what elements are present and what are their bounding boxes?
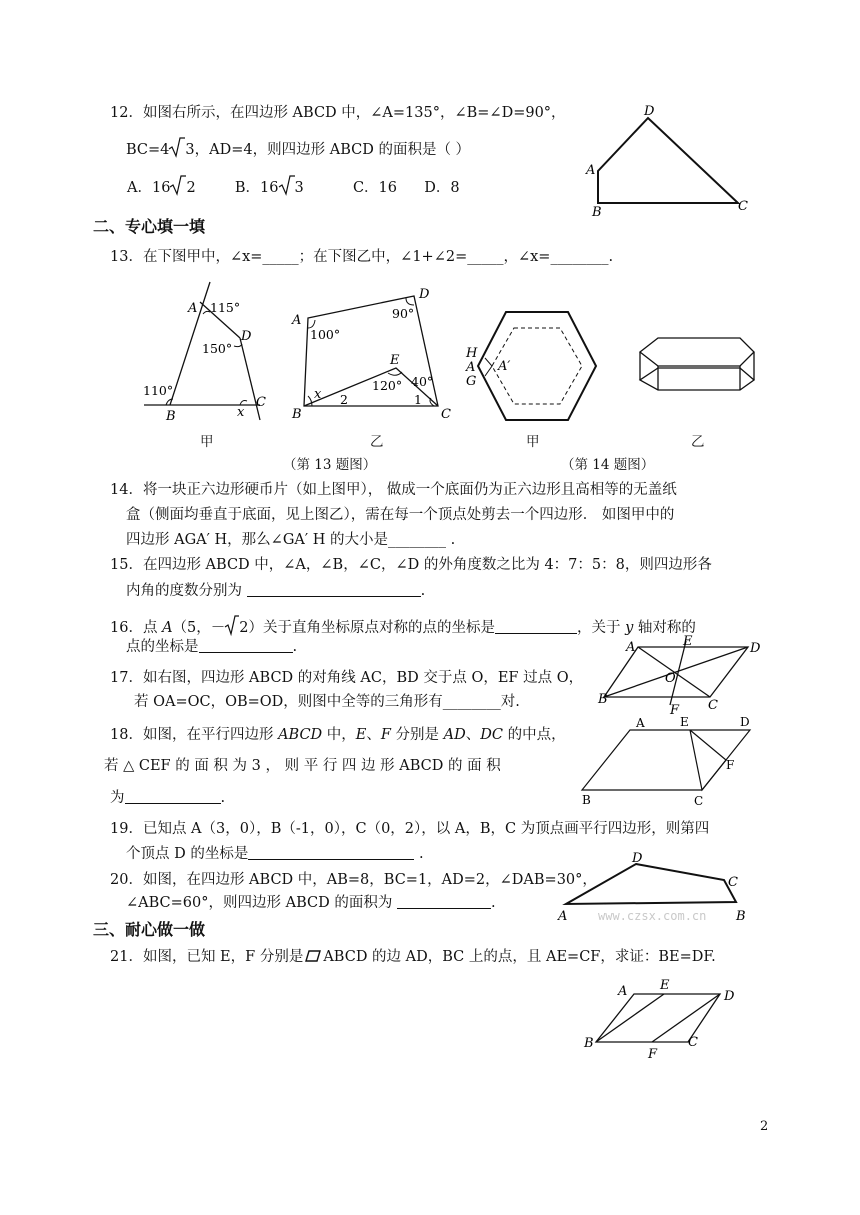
q18-sep: 、 bbox=[366, 727, 381, 743]
fig21-label-b: B bbox=[584, 1036, 594, 1051]
fig17-label-a: A bbox=[626, 640, 636, 655]
section-2-heading: 二、专心填一填 bbox=[93, 217, 206, 236]
section-3-heading: 三、耐心做一做 bbox=[93, 920, 206, 939]
q18-mid2: 分别是 bbox=[390, 727, 444, 743]
fig13-caption: （第 13 题图） bbox=[283, 457, 377, 473]
q18-line1: 18．如图，在平行四边形 ABCD 中，E、F 分别是 AD、DC 的中点， bbox=[110, 727, 566, 743]
q20-line1: 20．如图，在四边形 ABCD 中，AB=8，BC=1，AD=2，∠DAB=30°， bbox=[110, 872, 597, 888]
q21-pre: 21．如图，已知 E，F 分别是 bbox=[110, 949, 304, 965]
fig14-label-g: G bbox=[466, 374, 477, 389]
fig12-label-a: A bbox=[586, 163, 596, 178]
q18-line2: 若 △ CEF 的 面 积 为 3 ， 则 平 行 四 边 形 ABCD 的 面 积 bbox=[104, 758, 501, 774]
q12-options bbox=[127, 172, 460, 197]
q14-line2: 盒（侧面均垂直于底面，见上图乙），需在每一个顶点处剪去一个四边形． 如图甲中的 bbox=[126, 507, 675, 523]
fig13-jia-label-x: x bbox=[237, 405, 245, 420]
fig13-jia-angle-110: 110° bbox=[143, 383, 174, 398]
q12-opt-b-rad: 3 bbox=[294, 180, 304, 196]
fig14-label-yi: 乙 bbox=[691, 434, 705, 450]
q16-y: y bbox=[625, 620, 634, 636]
fig17-label-o: O bbox=[665, 671, 676, 686]
q19-answer-blank[interactable] bbox=[248, 845, 414, 860]
fig13-yi-label-1: 1 bbox=[414, 392, 422, 407]
q16-post: ）关于直角坐标原点对称的点的坐标是 bbox=[248, 620, 496, 636]
fig13-yi-label-c: C bbox=[441, 407, 451, 422]
fig17-label-d: D bbox=[750, 641, 761, 656]
q15-answer-blank[interactable] bbox=[247, 582, 421, 597]
fig17-label-e: E bbox=[683, 634, 693, 649]
q12-line1: 12．如图右所示，在四边形 ABCD 中，∠A=135°，∠B=∠D=90°， bbox=[110, 105, 566, 121]
q18-mid: 中， bbox=[322, 727, 356, 743]
fig14-label-h: H bbox=[466, 346, 478, 361]
fig13-jia-label-d: D bbox=[241, 329, 252, 344]
fig20-quadrilateral bbox=[556, 850, 756, 930]
fig18-label-e: E bbox=[680, 715, 689, 729]
q16-pre: 16．点 bbox=[110, 620, 163, 636]
q18-pre: 18．如图，在平行四边形 bbox=[110, 727, 279, 743]
q21-post: ABCD 的边 AD，BC 上的点，且 AE=CF，求证：BE=DF. bbox=[323, 949, 716, 965]
q18-f: F bbox=[380, 727, 391, 743]
q16-line1 bbox=[110, 612, 696, 637]
q16-answer-blank-1[interactable] bbox=[495, 619, 577, 634]
q20-line2-text: ∠ABC=60°，则四边形 ABCD 的面积为 bbox=[126, 895, 397, 911]
fig13-yi bbox=[288, 282, 458, 427]
fig13-yi-angle-90: 90° bbox=[392, 306, 415, 321]
fig18-label-b: B bbox=[582, 793, 591, 807]
fig13-label-yi: 乙 bbox=[370, 434, 384, 450]
q12-line2a: BC=4 bbox=[126, 142, 170, 158]
q16-line2-text: 点的坐标是 bbox=[126, 639, 199, 655]
q17-line2: 若 OA=OC，OB=OD，则图中全等的三角形有________对. bbox=[134, 694, 520, 710]
fig13-yi-label-e: E bbox=[390, 353, 400, 368]
fig18-parallelogram bbox=[578, 712, 768, 812]
fig13-yi-label-b: B bbox=[292, 407, 302, 422]
q16-post3: 轴对称的 bbox=[633, 620, 696, 636]
q18-line3: 为 . bbox=[110, 790, 226, 806]
sqrt-icon bbox=[225, 616, 239, 636]
q18-post: 的中点， bbox=[503, 727, 566, 743]
q16-rad: 2 bbox=[239, 620, 249, 636]
q12-line2 bbox=[126, 134, 470, 159]
q18-answer-blank[interactable] bbox=[125, 789, 221, 804]
q12-opt-c: C．16 bbox=[352, 180, 397, 196]
fig21-label-a: A bbox=[618, 984, 628, 999]
q13-text: 13．在下图甲中，∠x=_____；在下图乙中，∠1+∠2=_____，∠x=________. bbox=[110, 249, 614, 265]
fig12-label-d: D bbox=[644, 104, 655, 119]
q18-line3-text: 为 bbox=[110, 790, 125, 806]
q17-line1: 17．如右图，四边形 ABCD 的对角线 AC，BD 交于点 O，EF 过点 O， bbox=[110, 670, 584, 686]
fig17-label-b: B bbox=[598, 692, 608, 707]
q14-line3: 四边形 AGA′ H，那么∠GA′ H 的大小是________ . bbox=[126, 532, 456, 548]
q12-line2b: ，AD=4，则四边形 ABCD 的面积是（ ） bbox=[194, 142, 471, 158]
parallelogram-icon bbox=[305, 950, 321, 962]
q16-post2: ，关于 bbox=[577, 620, 626, 636]
q12-opt-a-rad: 2 bbox=[186, 180, 196, 196]
fig13-jia-label-a: A bbox=[188, 301, 198, 316]
q16-mid: （5，－ bbox=[172, 620, 226, 636]
fig21-label-e: E bbox=[660, 978, 670, 993]
fig21-label-d: D bbox=[724, 989, 735, 1004]
q19-line1: 19．已知点 A（3，0），B（-1，0），C（0，2），以 A，B，C 为顶点画平行四边形，则第四 bbox=[110, 821, 710, 837]
q16-line2: 点的坐标是 . bbox=[126, 639, 298, 655]
sqrt-icon bbox=[279, 176, 295, 196]
fig13-yi-label-2: 2 bbox=[340, 392, 348, 407]
fig13-yi-label-a: A bbox=[292, 313, 302, 328]
fig13-yi-angle-40: 40° bbox=[411, 374, 434, 389]
fig14-jia bbox=[462, 300, 602, 430]
fig13-yi-angle-100: 100° bbox=[310, 327, 341, 342]
fig12-quadrilateral bbox=[580, 100, 760, 220]
q12-rad3: 3 bbox=[185, 142, 195, 158]
fig18-label-f: F bbox=[726, 758, 735, 772]
fig20-label-b: B bbox=[736, 909, 746, 924]
fig20-label-d: D bbox=[632, 851, 643, 866]
fig20-label-a: A bbox=[558, 909, 568, 924]
fig13-yi-label-d: D bbox=[419, 287, 430, 302]
fig18-label-a: A bbox=[636, 716, 645, 730]
q20-line2: ∠ABC=60°，则四边形 ABCD 的面积为 . bbox=[126, 895, 496, 911]
q15-line1: 15．在四边形 ABCD 中，∠A，∠B，∠C，∠D 的外角度数之比为 4：7：5：8，则四边形各 bbox=[110, 557, 712, 573]
q16-point-a: A bbox=[162, 620, 173, 636]
fig14-label-aprime: A′ bbox=[498, 359, 511, 374]
fig21-label-f: F bbox=[648, 1047, 658, 1062]
fig17-label-f: F bbox=[670, 703, 680, 718]
fig12-label-c: C bbox=[738, 199, 748, 214]
q14-line1: 14．将一块正六边形硬币片（如上图甲）， 做成一个底面仍为正六边形且高相等的无盖纸 bbox=[110, 482, 677, 498]
q18-abcd: ABCD bbox=[278, 727, 323, 743]
fig14-label-a: A bbox=[466, 360, 476, 375]
fig12-label-b: B bbox=[592, 205, 602, 220]
fig13-jia-label-b: B bbox=[166, 409, 176, 424]
fig17-label-c: C bbox=[708, 698, 718, 713]
fig14-label-jia: 甲 bbox=[526, 434, 540, 450]
fig14-caption: （第 14 题图） bbox=[561, 457, 655, 473]
fig13-jia-label-c: C bbox=[256, 395, 266, 410]
fig13-jia bbox=[140, 280, 280, 425]
q18-e: E bbox=[355, 727, 367, 743]
q19-line2-text: 个顶点 D 的坐标是 bbox=[126, 846, 249, 862]
watermark: www.czsx.com.cn bbox=[598, 909, 707, 923]
fig17-parallelogram bbox=[598, 634, 768, 718]
fig13-jia-angle-115: 115° bbox=[210, 300, 241, 315]
sqrt-icon bbox=[169, 138, 185, 158]
q16-answer-blank-2[interactable] bbox=[199, 638, 293, 653]
q21-text bbox=[110, 948, 716, 966]
fig18-label-d: D bbox=[740, 715, 750, 729]
q20-answer-blank[interactable] bbox=[397, 894, 491, 909]
fig20-label-c: C bbox=[728, 875, 738, 890]
page-number: 2 bbox=[760, 1119, 769, 1134]
fig18-label-c: C bbox=[694, 794, 704, 808]
q12-opt-d: D．8 bbox=[424, 180, 460, 196]
fig14-yi bbox=[630, 330, 760, 410]
fig13-label-jia: 甲 bbox=[200, 434, 214, 450]
q12-opt-b: B．16 bbox=[234, 180, 279, 196]
fig21-parallelogram bbox=[584, 978, 754, 1063]
q19-line2: 个顶点 D 的坐标是 . bbox=[126, 846, 424, 862]
fig21-label-c: C bbox=[688, 1035, 698, 1050]
fig13-jia-angle-150: 150° bbox=[202, 341, 233, 356]
q18-dc: DC bbox=[480, 727, 504, 743]
q15-line2-text: 内角的度数分别为 bbox=[126, 583, 247, 599]
q18-ad: AD bbox=[443, 727, 466, 743]
fig13-yi-label-x: x bbox=[314, 387, 322, 402]
sqrt-icon bbox=[170, 176, 186, 196]
q15-line2: 内角的度数分别为 . bbox=[126, 583, 426, 599]
fig13-yi-angle-120: 120° bbox=[372, 378, 403, 393]
q12-opt-a: A．16 bbox=[127, 180, 171, 196]
